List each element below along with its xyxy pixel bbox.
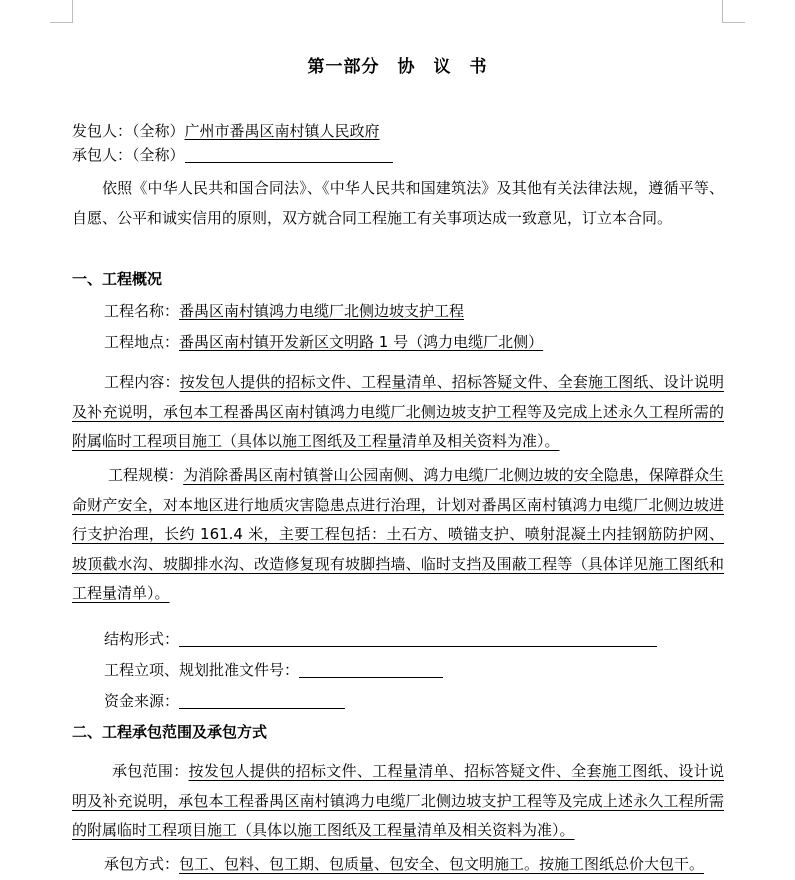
project-scale-value[interactable]: 为消除番禺区南村镇誉山公园南侧、鸿力电缆厂北侧边坡的安全隐患，保障群众生命财产安全，对本地区进行地质灾害隐患点进行治理，计划对番禺区南村镇鸿力电缆厂北侧边坡进行支护治理，长约 161.4 米，主要工程包括：土石方、喷锚支护、喷射混凝土内挂钢筋防护网、坡顶截水沟、坡脚排水沟、改造修复现有坡脚挡墙、临时支挡及围蔽工程等（具体详见施工图纸和工程量清单）。 [72,466,724,602]
project-location-label: 工程地点： [104,333,180,351]
project-name-label: 工程名称： [104,302,180,320]
approval-label: 工程立项、规划批准文件号： [104,661,300,679]
project-content-label: 工程内容： [104,373,180,391]
page-corner-mark-left [50,0,73,23]
funding-blank[interactable] [179,692,345,709]
contract-scope-label: 承包范围： [112,762,189,780]
project-content-value[interactable]: 按发包人提供的招标文件、工程量清单、招标答疑文件、全套施工图纸、设计说明及补充说明，承包本工程番禺区南村镇鸿力电缆厂北侧边坡支护工程等及完成上述永久工程所需的附属临时工程项目施工（具体以施工图纸及工程量清单及相关资料为准）。 [72,373,724,450]
project-location-line [104,331,543,353]
contractor-label: 承包人：（全称） [72,146,185,164]
approval-blank[interactable] [299,661,443,678]
project-location-value[interactable]: 番禺区南村镇开发新区文明路 1 号（鸿力电缆厂北侧） [179,333,544,351]
contract-scope-paragraph [72,757,724,846]
employer-line [72,120,380,142]
contract-mode-label: 承包方式： [104,855,180,873]
section2-heading: 二、工程承包范围及承包方式 [72,723,268,741]
structure-blank[interactable] [179,630,657,647]
employer-value[interactable]: 广州市番禺区南村镇人民政府 [184,122,380,140]
project-name-line [104,300,464,322]
contract-mode-value[interactable]: 包工、包料、包工期、包质量、包安全、包文明施工。按施工图纸总价大包干。 [179,855,705,873]
approval-line [104,659,443,681]
section1-heading: 一、工程概况 [72,270,163,288]
project-name-value[interactable]: 番禺区南村镇鸿力电缆厂北侧边坡支护工程 [179,302,465,320]
employer-label: 发包人：（全称） [72,122,185,140]
funding-line [104,690,345,712]
intro-paragraph: 依照《中华人民共和国合同法》、《中华人民共和国建筑法》及其他有关法律法规，遵循平等、自愿、公平和诚实信用的原则，双方就合同工程施工有关事项达成一致意见，订立本合同。 [72,179,724,227]
page-title: 第一部分 协 议 书 [307,57,488,77]
contract-scope-value[interactable]: 按发包人提供的招标文件、工程量清单、招标答疑文件、全套施工图纸、设计说明及补充说明，承包本工程番禺区南村镇鸿力电缆厂北侧边坡支护工程等及完成上述永久工程所需的附属临时工程项目施工（具体以施工图纸及工程量清单及相关资料为准）。 [72,762,724,839]
project-scale-label: 工程规模： [108,466,184,484]
structure-line [104,628,657,650]
contractor-value-blank[interactable] [185,146,393,163]
project-scale-paragraph [72,461,724,609]
funding-label: 资金来源： [104,692,180,710]
contract-mode-paragraph [72,850,724,880]
structure-label: 结构形式： [104,630,180,648]
page-corner-mark-right [722,0,745,23]
project-content-paragraph [72,368,724,457]
contractor-line [72,144,393,166]
